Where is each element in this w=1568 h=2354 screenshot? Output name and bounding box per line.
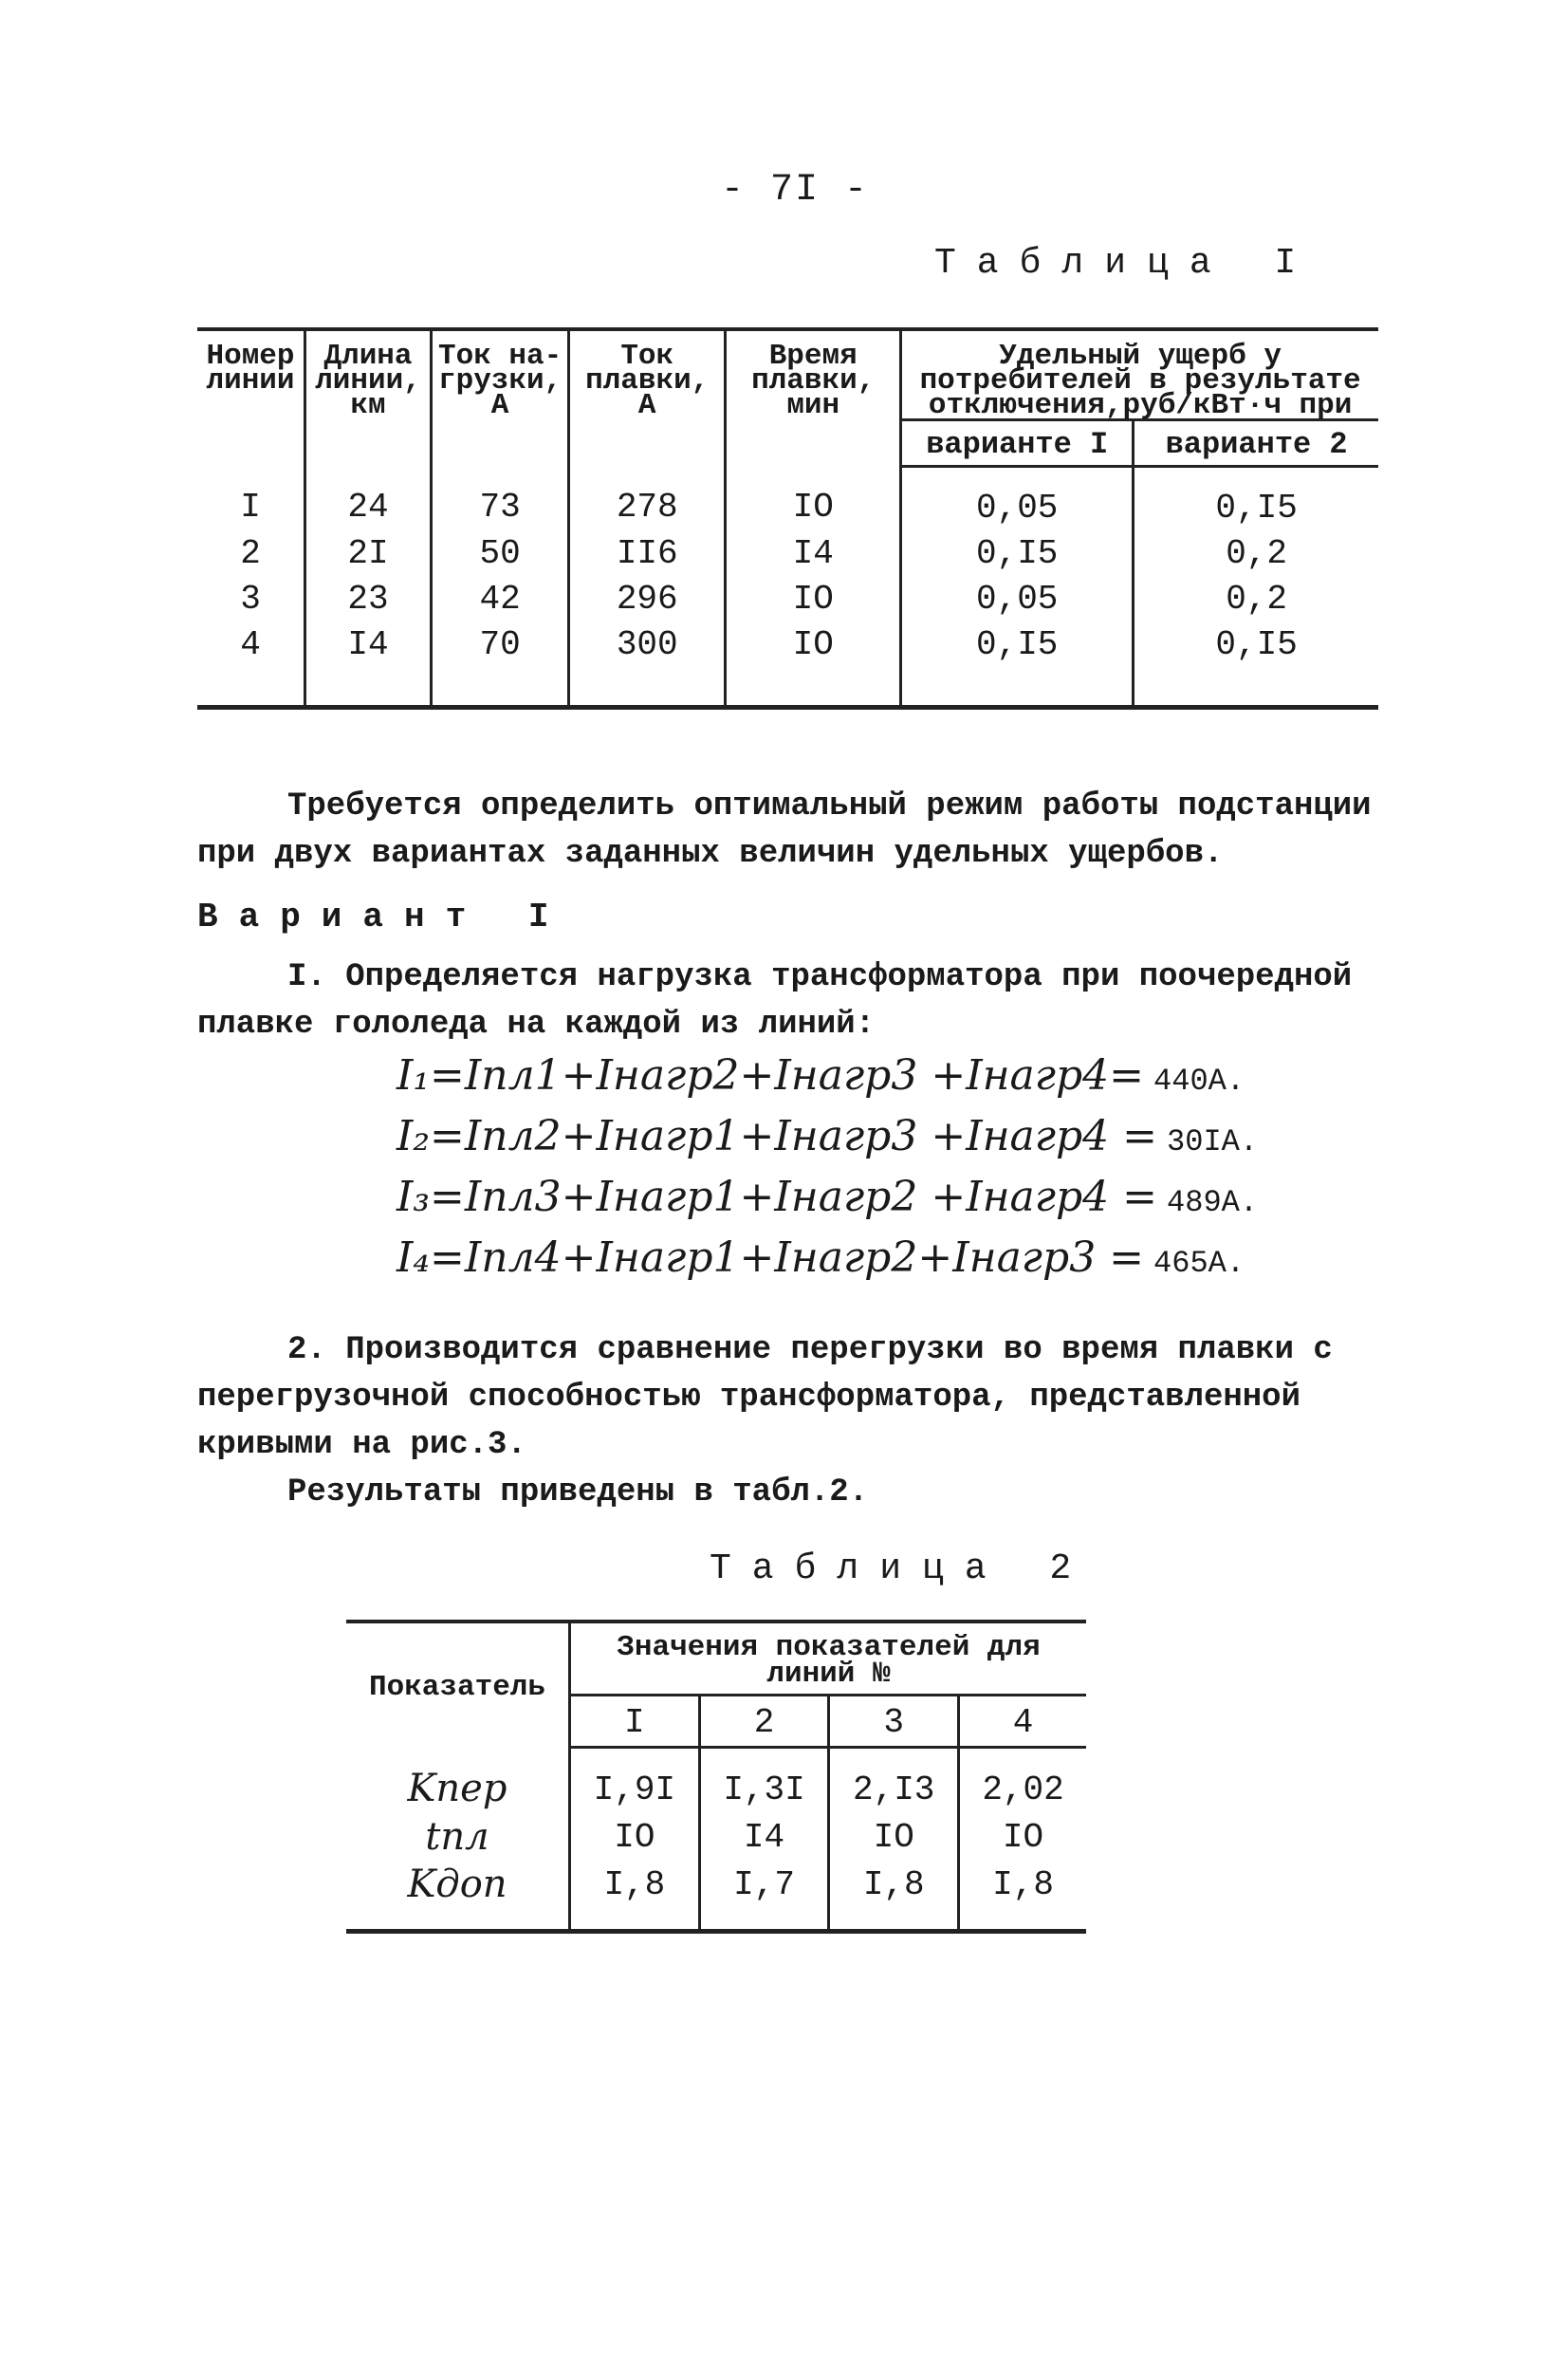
cell: 300: [569, 621, 726, 708]
cell: 278: [569, 467, 726, 531]
cell: IO: [726, 467, 901, 531]
cell: 0,2: [1134, 576, 1378, 621]
cell: 2I: [305, 530, 432, 576]
table-2-title: Таблица 2: [710, 1548, 1093, 1589]
formula-result: 465А.: [1153, 1246, 1245, 1281]
header-variant-1: варианте I: [901, 420, 1134, 467]
header-line-3: 3: [829, 1696, 959, 1748]
page-number: - 7I -: [721, 169, 870, 212]
cell: IO: [726, 621, 901, 708]
cell: IO: [726, 576, 901, 621]
table-2: [346, 1620, 1086, 1934]
formula-expression: I₁=Iпл1+Iнагр2+Iнагр3 +Iнагр4=: [397, 1051, 1145, 1100]
cell: 2,I3: [829, 1748, 959, 1814]
cell: I,9I: [570, 1748, 700, 1814]
table-row: [346, 1861, 1086, 1932]
cell: 0,I5: [901, 621, 1134, 708]
cell: I: [197, 467, 305, 531]
cell: 296: [569, 576, 726, 621]
step-2-paragraph: 2. Производится сравнение перегрузки во время плавки с перегрузочной способностью трансформатора, представленной кривыми на рис.3.: [197, 1332, 1333, 1463]
formula-expression: I₃=Iпл3+Iнагр1+Iнагр2 +Iнагр4 =: [397, 1173, 1158, 1221]
header-line-1: I: [570, 1696, 700, 1748]
cell: 0,I5: [1134, 467, 1378, 531]
cell: I,7: [699, 1861, 829, 1932]
cell: I4: [305, 621, 432, 708]
table-row: [346, 1813, 1086, 1861]
cell: 70: [432, 621, 569, 708]
header-line-2: 2: [699, 1696, 829, 1748]
cell: 0,2: [1134, 530, 1378, 576]
header-line-4: 4: [959, 1696, 1086, 1748]
cell: 42: [432, 576, 569, 621]
cell: 0,05: [901, 467, 1134, 531]
table-row: [197, 530, 1378, 576]
cell: I,8: [570, 1861, 700, 1932]
cell: IO: [570, 1813, 700, 1861]
header-load-current: Ток на-грузки, А: [432, 329, 569, 467]
formula-expression: I₄=Iпл4+Iнагр1+Iнагр2+Iнагр3 =: [397, 1233, 1145, 1282]
cell: 0,I5: [901, 530, 1134, 576]
row-symbol: Kдоп: [346, 1861, 570, 1932]
cell: 73: [432, 467, 569, 531]
row-symbol: tпл: [346, 1813, 570, 1861]
cell: 3: [197, 576, 305, 621]
cell: 0,05: [901, 576, 1134, 621]
table-1: [197, 327, 1378, 710]
header-variant-2: варианте 2: [1134, 420, 1378, 467]
formula-expression: I₂=Iпл2+Iнагр1+Iнагр3 +Iнагр4 =: [397, 1112, 1158, 1160]
header-line-length: Длина линии, км: [305, 329, 432, 467]
cell: 4: [197, 621, 305, 708]
cell: I,3I: [699, 1748, 829, 1814]
variant-heading: Вариант I: [197, 898, 570, 936]
cell: IO: [959, 1813, 1086, 1861]
formula-result: 489А.: [1167, 1185, 1259, 1220]
formula-result: 440А.: [1153, 1064, 1245, 1099]
table-row: [197, 467, 1378, 531]
cell: II6: [569, 530, 726, 576]
header-values: Значения показателей для линий №: [570, 1622, 1087, 1696]
formula-1: [397, 1051, 1245, 1100]
cell: 23: [305, 576, 432, 621]
cell: 0,I5: [1134, 621, 1378, 708]
table-row: [197, 576, 1378, 621]
header-specific-damage: Удельный ущерб у потребителей в результате отключения,руб/кВт·ч при: [901, 329, 1378, 420]
cell: IO: [829, 1813, 959, 1861]
header-melt-current: Ток плавки, А: [569, 329, 726, 467]
header-line-number: Номер линии: [197, 329, 305, 467]
table-row: [197, 621, 1378, 708]
table-row: [346, 1748, 1086, 1814]
cell: 50: [432, 530, 569, 576]
cell: I4: [726, 530, 901, 576]
cell: I4: [699, 1813, 829, 1861]
formula-2: [397, 1112, 1258, 1160]
table-1-title: Таблица I: [934, 243, 1318, 284]
formula-4: [397, 1233, 1245, 1282]
cell: 2: [197, 530, 305, 576]
cell: I,8: [829, 1861, 959, 1932]
cell: I,8: [959, 1861, 1086, 1932]
header-indicator: Показатель: [346, 1622, 570, 1748]
requirement-paragraph: Требуется определить оптимальный режим работы подстанции при двух вариантах заданных величин удельных ущербов.: [197, 788, 1372, 872]
cell: 24: [305, 467, 432, 531]
cell: 2,02: [959, 1748, 1086, 1814]
header-melt-time: Время плавки, мин: [726, 329, 901, 467]
results-paragraph: Результаты приведены в табл.2.: [287, 1474, 869, 1511]
row-symbol: Kпер: [346, 1748, 570, 1814]
formula-3: [397, 1173, 1258, 1221]
formula-result: 30IА.: [1167, 1124, 1259, 1159]
step-1-paragraph: I. Определяется нагрузка трансформатора при поочередной плавке гололеда на каждой из линий:: [197, 959, 1353, 1043]
